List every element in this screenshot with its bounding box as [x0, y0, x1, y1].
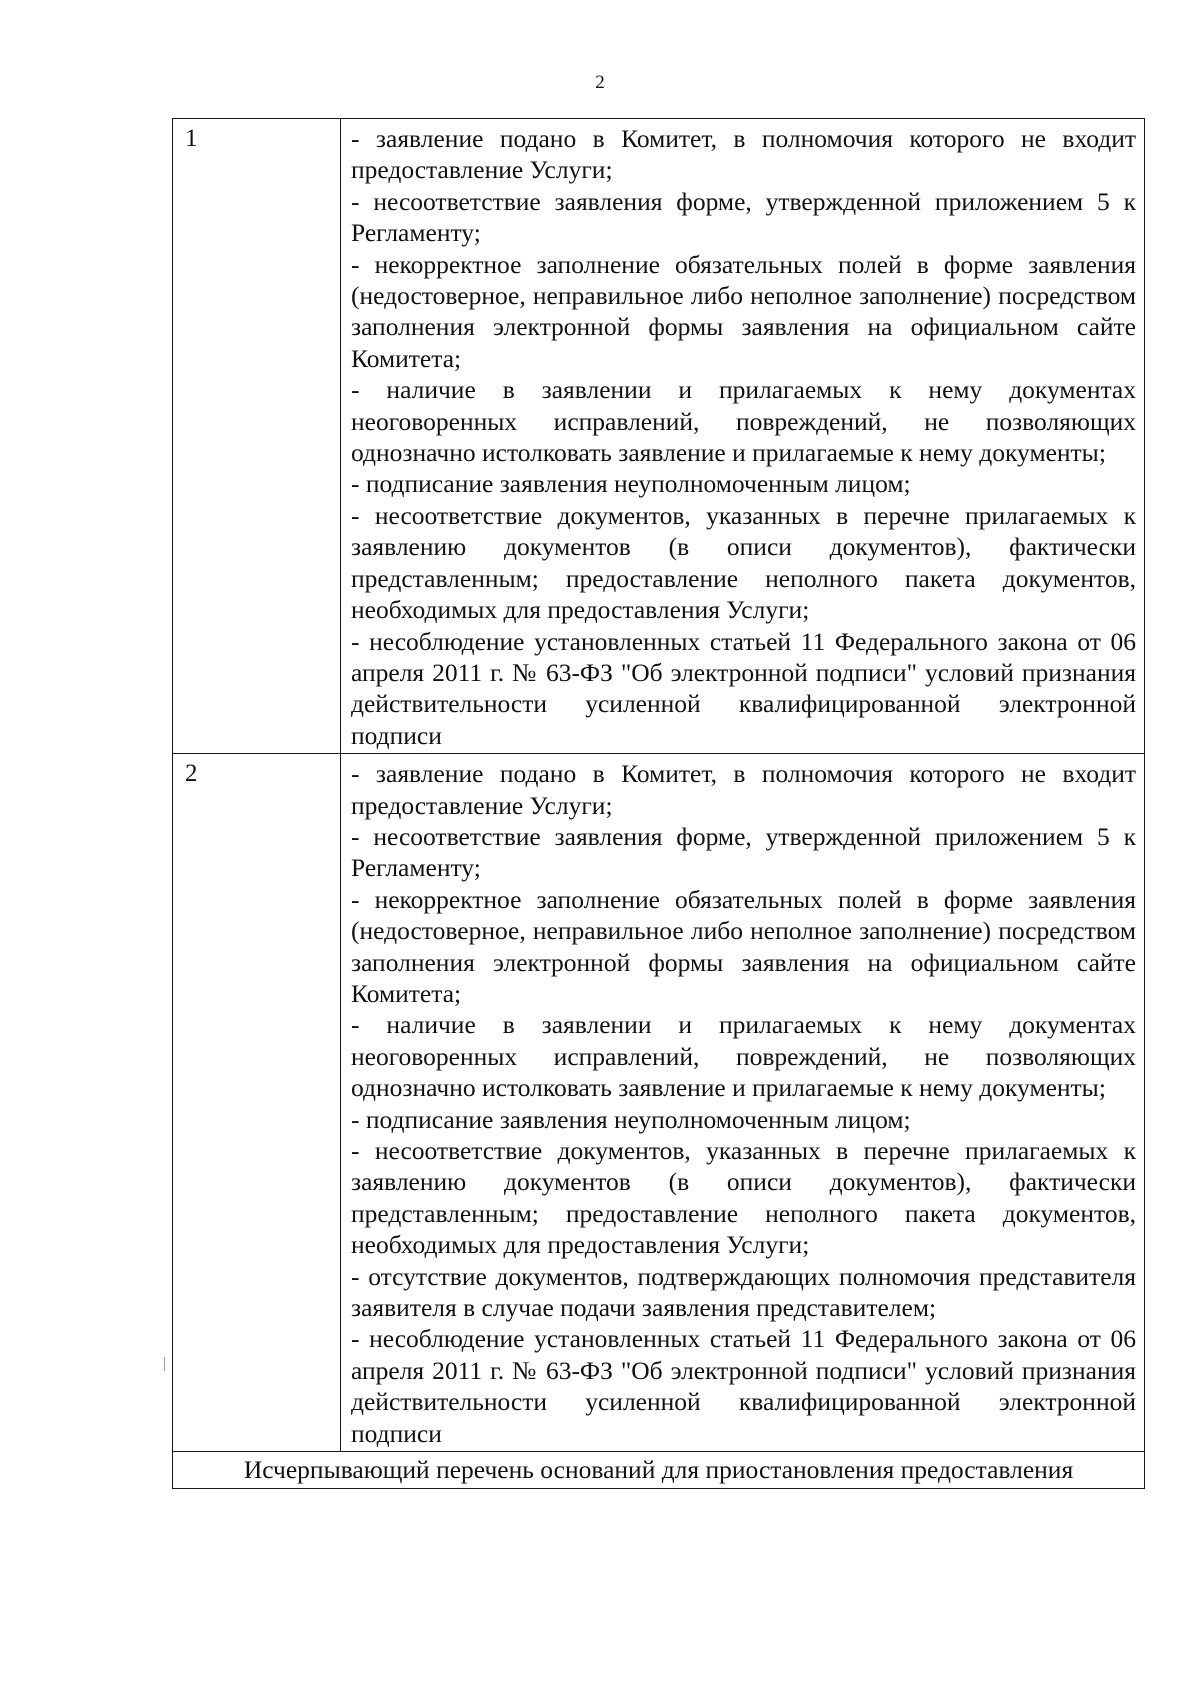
list-item: - заявление подано в Комитет, в полномочия которого не входит предоставление Услуги; [351, 124, 1136, 185]
list-item: - несоблюдение установленных статьей 11 Федерального закона от 06 апреля 2011 г. № 63-ФЗ "Об электронной подписи" условий признания действительности усиленной квалифицированной электронной подписи [351, 626, 1136, 750]
list-item: - наличие в заявлении и прилагаемых к нему документах неоговоренных исправлений, повреждений, не позволяющих однозначно истолковать заявление и прилагаемые к нему документы; [351, 1010, 1136, 1103]
table-row [173, 1452, 1145, 1489]
grounds-table [172, 118, 1145, 1489]
scan-mark [164, 1357, 165, 1371]
row-number: 1 [173, 119, 341, 754]
list-item: - несоответствие документов, указанных в перечне прилагаемых к заявлению документов (в описи документов), фактически представленным; предоставление неполного пакета документов, необходимых для предоставления Услуги; [351, 500, 1136, 625]
row-content [341, 754, 1145, 1452]
table-row [173, 754, 1145, 1452]
list-item: - несоответствие заявления форме, утвержденной приложением 5 к Регламенту; [351, 821, 1136, 883]
page-number: 2 [595, 72, 605, 93]
row-number: 2 [173, 754, 341, 1452]
list-item: - несоответствие документов, указанных в перечне прилагаемых к заявлению документов (в описи документов), фактически представленным; предоставление неполного пакета документов, необходимых для предоставления Услуги; [351, 1136, 1136, 1260]
list-item: - некорректное заполнение обязательных полей в форме заявления (недостоверное, неправильное либо неполное заполнение) посредством заполнения электронной формы заявления на официальном сайте Комитета; [351, 884, 1136, 1008]
list-item: - заявление подано в Комитет, в полномочия которого не входит предоставление Услуги; [351, 759, 1136, 820]
list-item: - несоблюдение установленных статьей 11 Федерального закона от 06 апреля 2011 г. № 63-ФЗ "Об электронной подписи" условий признания действительности усиленной квалифицированной электронной подписи [351, 1324, 1136, 1448]
list-item: - несоответствие заявления форме, утвержденной приложением 5 к Регламенту; [351, 186, 1136, 248]
section-heading: Исчерпывающий перечень оснований для приостановления предоставления [173, 1452, 1145, 1489]
list-item: - некорректное заполнение обязательных полей в форме заявления (недостоверное, неправильное либо неполное заполнение) посредством заполнения электронной формы заявления на официальном сайте Комитета; [351, 249, 1136, 373]
table-row [173, 119, 1145, 754]
list-item: - отсутствие документов, подтверждающих полномочия представителя заявителя в случае подачи заявления представителем; [351, 1261, 1136, 1323]
list-item: - подписание заявления неуполномоченным лицом; [351, 469, 911, 499]
list-item: - наличие в заявлении и прилагаемых к нему документах неоговоренных исправлений, повреждений, не позволяющих однозначно истолковать заявление и прилагаемые к нему документы; [351, 375, 1136, 468]
row-content [341, 119, 1145, 754]
list-item: - подписание заявления неуполномоченным лицом; [351, 1104, 911, 1134]
